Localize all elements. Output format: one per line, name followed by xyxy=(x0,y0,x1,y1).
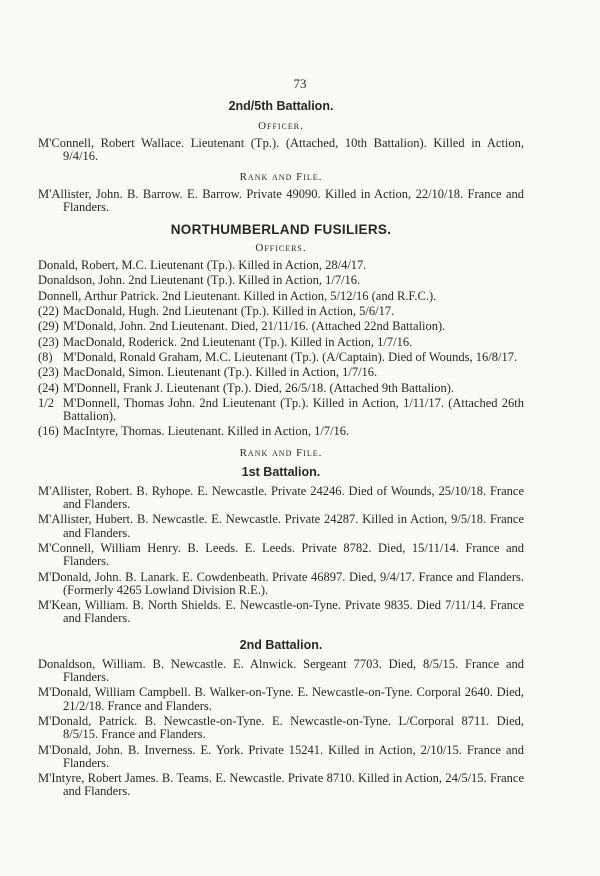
entry-text: Donald, Robert, M.C. Lieutenant (Tp.). Killed in Action, 28/4/17. xyxy=(38,258,367,273)
battalion-number: (24) xyxy=(38,380,59,395)
casualty-entry xyxy=(38,305,524,318)
rank-subheading: Rank and File. xyxy=(239,170,323,183)
entry-text: M'Intyre, Robert James. B. Teams. E. Newcastle. Private 8710. Killed in Action, 24/5/15. France and Flanders. xyxy=(38,771,524,799)
casualty-entry xyxy=(38,686,524,713)
casualty-entry xyxy=(38,513,524,540)
rank-subheading: Officer. xyxy=(258,120,304,132)
casualty-entry xyxy=(38,137,524,164)
entry-text: Donaldson, John. 2nd Lieutenant (Tp.). Killed in Action, 1/7/16. xyxy=(38,273,361,288)
casualty-entry xyxy=(38,366,524,379)
casualty-entry xyxy=(38,188,524,215)
entry-text: M'Connell, Robert Wallace. Lieutenant (Tp.). (Attached, 10th Battalion). Killed in Action, 9/4/16. xyxy=(38,136,524,164)
entry-text: M'Donald, John. 2nd Lieutenant. Died, 21/11/16. (Attached 22nd Battalion). xyxy=(63,319,446,334)
entry-text: M'Donald, William Campbell. B. Walker-on-Tyne. E. Newcastle-on-Tyne. Corporal 2640. Died, 21/2/18. France and Flanders. xyxy=(38,685,524,713)
casualty-entry xyxy=(38,658,524,685)
casualty-entry xyxy=(38,336,524,349)
battalion-number: (8) xyxy=(38,349,53,364)
battalion-heading: 2nd Battalion. xyxy=(239,637,323,652)
entry-text: M'Donnell, Frank J. Lieutenant (Tp.). Died, 26/5/18. (Attached 9th Battalion). xyxy=(63,380,455,395)
battalion-number: (23) xyxy=(38,365,59,380)
battalion-number: (29) xyxy=(38,319,59,334)
entry-text: MacDonald, Simon. Lieutenant (Tp.). Killed in Action, 1/7/16. xyxy=(63,365,378,380)
entry-text: MacDonald, Roderick. 2nd Lieutenant (Tp.). Killed in Action, 1/7/16. xyxy=(63,334,413,349)
battalion-heading: 1st Battalion. xyxy=(241,464,321,479)
battalion-number: (23) xyxy=(38,334,59,349)
entry-text: M'Allister, Robert. B. Ryhope. E. Newcastle. Private 24246. Died of Wounds, 25/10/18. France and Flanders. xyxy=(38,483,524,512)
rank-subheading: Officers. xyxy=(255,242,307,255)
entry-text: M'Connell, William Henry. B. Leeds. E. Leeds. Private 8782. Died, 15/11/14. France and Flanders. xyxy=(38,540,524,569)
battalion-number: (22) xyxy=(38,304,59,319)
casualty-entry xyxy=(38,351,524,364)
entry-text: M'Donald, John. B. Inverness. E. York. Private 15241. Killed in Action, 2/10/15. France and Flanders. xyxy=(38,742,524,770)
casualty-entry xyxy=(38,599,524,626)
casualty-entry xyxy=(38,571,524,598)
entry-text: M'Donald, Patrick. B. Newcastle-on-Tyne. E. Newcastle-on-Tyne. L/Corporal 8711. Died, 8/5/15. France and Flanders. xyxy=(38,713,524,742)
entry-text: M'Donald, Ronald Graham, M.C. Lieutenant (Tp.). (A/Captain). Died of Wounds, 16/8/17. xyxy=(63,349,518,364)
page-number: 73 xyxy=(293,76,307,91)
entry-text: M'Kean, William. B. North Shields. E. Newcastle-on-Tyne. Private 9835. Died 7/11/14. France and Flanders. xyxy=(38,598,524,626)
casualty-entry xyxy=(38,320,524,333)
casualty-entry xyxy=(38,715,524,742)
casualty-entry xyxy=(38,397,524,424)
casualty-entry xyxy=(38,382,524,395)
casualty-entry xyxy=(38,425,524,438)
casualty-entry xyxy=(38,744,524,771)
rank-subheading: Rank and File. xyxy=(239,446,323,459)
entry-text: Donaldson, William. B. Newcastle. E. Alnwick. Sergeant 7703. Died, 8/5/15. France and Flanders. xyxy=(38,656,524,685)
roll-of-honour-content xyxy=(38,97,524,799)
battalion-heading: 2nd/5th Battalion. xyxy=(228,99,334,113)
entry-text: Donnell, Arthur Patrick. 2nd Lieutenant. Killed in Action, 5/12/16 (and R.F.C.). xyxy=(38,288,437,303)
battalion-number: (16) xyxy=(38,424,59,439)
casualty-entry xyxy=(38,772,524,799)
casualty-entry xyxy=(38,259,524,272)
battalion-number: 1/2 xyxy=(38,395,54,410)
casualty-entry xyxy=(38,485,524,512)
casualty-entry xyxy=(38,274,524,287)
entry-text: M'Donald, John. B. Lanark. E. Cowdenbeath. Private 46897. Died, 9/4/17. France and Flanders. (Formerly 4265 Lowland Division R.E.). xyxy=(38,569,524,597)
entry-text: MacIntyre, Thomas. Lieutenant. Killed in Action, 1/7/16. xyxy=(63,424,350,439)
casualty-entry xyxy=(38,290,524,303)
regiment-heading: NORTHUMBERLAND FUSILIERS. xyxy=(170,222,392,238)
entry-text: M'Allister, John. B. Barrow. E. Barrow. Private 49090. Killed in Action, 22/10/18. France and Flanders. xyxy=(38,186,524,214)
entry-text: M'Donnell, Thomas John. 2nd Lieutenant (Tp.). Killed in Action, 1/11/17. (Attached 26th Battalion). xyxy=(63,395,524,424)
entry-text: M'Allister, Hubert. B. Newcastle. E. Newcastle. Private 24287. Killed in Action, 9/5/18. France and Flanders. xyxy=(38,512,524,540)
casualty-entry xyxy=(38,542,524,569)
entry-text: MacDonald, Hugh. 2nd Lieutenant (Tp.). Killed in Action, 5/6/17. xyxy=(63,304,395,319)
